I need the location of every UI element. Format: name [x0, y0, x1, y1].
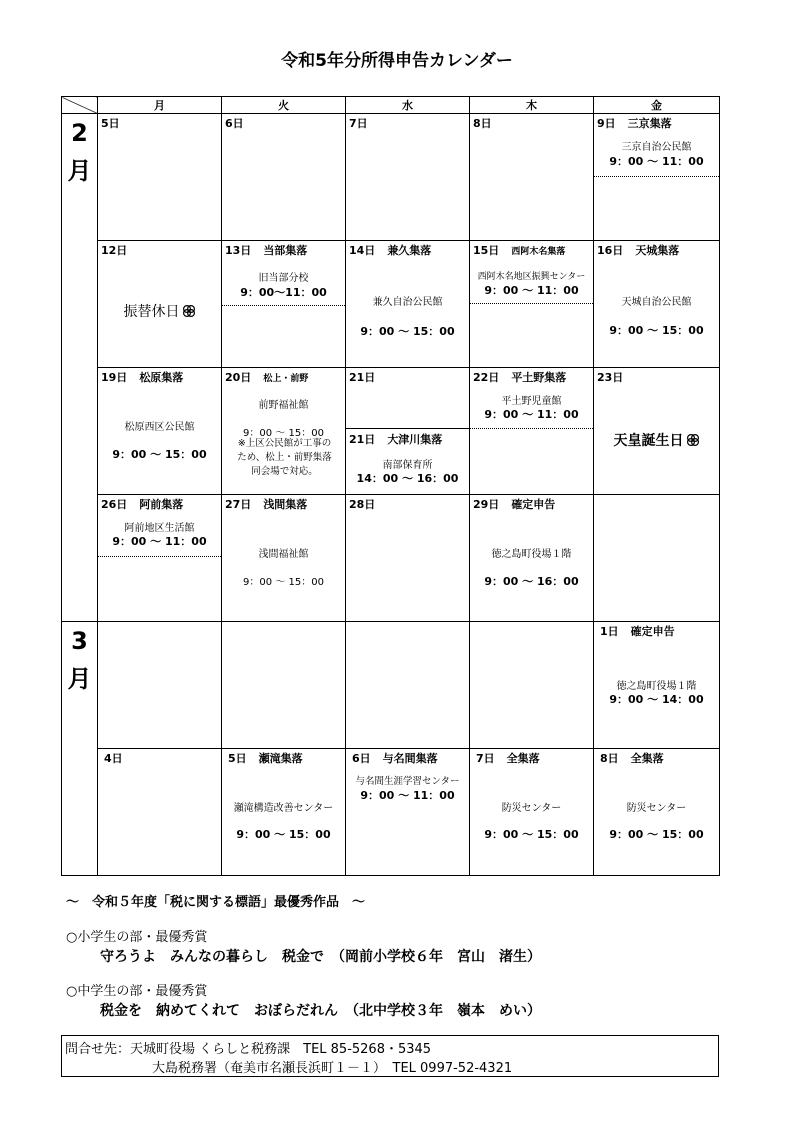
day-date: 5日 [101, 117, 120, 130]
venue-name: 徳之島町役場１階 [616, 681, 697, 692]
session-time: 9：00 ～ 15：00 [609, 828, 704, 841]
junior-award-label: ○中学生の部・最優秀賞 [66, 984, 208, 999]
day-cell [470, 114, 594, 241]
day-cell [470, 241, 594, 368]
day-cell [98, 368, 222, 495]
venue-name: 与名間生涯学習センター [355, 776, 460, 787]
corner-cell [62, 97, 98, 114]
day-cell [98, 114, 222, 241]
day-date: 28日 [349, 498, 376, 511]
holiday-label: 振替休日 [98, 301, 221, 321]
village-name: 松上・前野 [263, 374, 309, 384]
day-cell [594, 749, 720, 876]
venue-name: 防災センター [626, 803, 687, 814]
weekday-tue: 火 [222, 97, 346, 114]
day-date: 4日 [104, 752, 123, 765]
day-cell-empty [470, 622, 594, 749]
month-kanji: 月 [67, 157, 92, 185]
day-date: 19日 [101, 371, 128, 384]
village-name: 当部集落 [263, 244, 308, 257]
slogan-heading: ～ 令和５年度「税に関する標語」最優秀作品 ～ [66, 895, 366, 910]
session-time: 9：00 ～ 15：00 [609, 324, 704, 337]
day-cell [470, 749, 594, 876]
cell-divider [346, 428, 469, 429]
day-cell-empty [346, 622, 470, 749]
month-number: 3 [71, 627, 88, 655]
venue-name: 西阿木名地区振興センター [477, 272, 586, 282]
venue-name: 旧当部分校 [258, 273, 309, 284]
day-date: 13日 [225, 244, 252, 257]
day-cell [98, 749, 222, 876]
session-time: 9：00 ～ 15：00 [243, 428, 324, 439]
village-name: 全集落 [506, 752, 540, 765]
session-time: 9：00 ～ 11：00 [484, 284, 579, 297]
day-cell [346, 114, 470, 241]
day-cell [98, 495, 222, 622]
holiday-label: 天皇誕生日 [594, 430, 719, 450]
venue-name: 瀬滝構造改善センター [233, 803, 334, 814]
day-cell-empty [222, 622, 346, 749]
weekday-mon: 月 [98, 97, 222, 114]
day-cell [222, 241, 346, 368]
junior-slogan: 税金を 納めてくれて おぼらだれん （北中学校３年 嶺本 めい） [100, 1003, 541, 1019]
village-name: 松原集落 [139, 371, 184, 384]
weekday-wed: 水 [346, 97, 470, 114]
dotted-divider [470, 428, 593, 429]
village-name: 大津川集落 [387, 433, 443, 446]
day-cell [98, 241, 222, 368]
day-date: 7日 [349, 117, 368, 130]
village-name: 瀬滝集落 [258, 752, 303, 765]
session-time: 9：00 ～ 11：00 [609, 155, 704, 168]
session-time: 9：00～11：00 [240, 286, 327, 299]
dotted-divider [222, 305, 345, 306]
session-time: 9：00 ～ 16：00 [484, 575, 579, 588]
day-date: 6日 [352, 752, 371, 765]
village-name: 兼久集落 [387, 244, 432, 257]
elementary-award-label: ○小学生の部・最優秀賞 [66, 930, 208, 945]
venue-name: 松原西区公民館 [124, 422, 195, 433]
venue-name: 徳之島町役場１階 [491, 549, 572, 560]
day-date: 8日 [600, 752, 619, 765]
day-cell [222, 368, 346, 495]
session-time: 9：00 ～ 15：00 [112, 448, 207, 461]
session-time: 14：00 ～ 16：00 [356, 472, 459, 485]
session-time: 9：00 ～ 11：00 [360, 789, 455, 802]
page-title: 令和5年分所得申告カレンダー [281, 51, 513, 71]
village-name: 阿前集落 [139, 498, 184, 511]
day-cell [222, 114, 346, 241]
day-cell [470, 495, 594, 622]
day-date: 1日 [600, 625, 619, 638]
village-name: 浅間集落 [263, 498, 308, 511]
day-cell [594, 241, 720, 368]
day-date: 5日 [228, 752, 247, 765]
month-label-feb [62, 114, 98, 622]
contact-line-town: 問合せ先：天城町役場 くらしと税務課 TEL 85-5268・5345 [65, 1042, 432, 1057]
weekday-header-row [62, 97, 720, 114]
day-date: 8日 [473, 117, 492, 130]
venue-name: 前野福祉館 [258, 400, 309, 411]
day-cell [346, 368, 470, 495]
day-cell [346, 495, 470, 622]
venue-name: 天城自治公民館 [621, 297, 692, 308]
venue-name: 南部保育所 [382, 460, 433, 471]
day-cell [470, 368, 594, 495]
contact-box [61, 1035, 719, 1077]
weekday-thu: 木 [470, 97, 594, 114]
day-cell [594, 368, 720, 495]
session-time: 9：00 ～ 15：00 [236, 828, 331, 841]
venue-name: 兼久自治公民館 [372, 297, 443, 308]
day-date: 29日 [473, 498, 500, 511]
day-date: 9日 [597, 117, 616, 130]
session-time: 9：00 ～ 11：00 [484, 408, 579, 421]
day-date: 22日 [473, 371, 500, 384]
day-date: 15日 [473, 244, 500, 257]
day-date: 21日 [349, 433, 376, 446]
day-date: 7日 [476, 752, 495, 765]
elementary-slogan: 守ろうよ みんなの暮らし 税金で （岡前小学校６年 宮山 渚生） [100, 949, 541, 965]
day-date: 26日 [101, 498, 128, 511]
village-name: 全集落 [630, 752, 664, 765]
session-time: 9：00 ～ 15：00 [243, 577, 324, 588]
village-name: 確定申告 [511, 498, 556, 511]
day-cell-empty [594, 495, 720, 622]
weekday-fri: 金 [594, 97, 720, 114]
venue-name: 阿前地区生活館 [124, 523, 195, 534]
village-name: 与名間集落 [382, 752, 438, 765]
calendar-table [61, 96, 720, 876]
village-name: 平土野集落 [511, 371, 567, 384]
dotted-divider [594, 176, 719, 177]
village-name: 三京集落 [627, 117, 672, 130]
day-date: 6日 [225, 117, 244, 130]
day-cell [594, 622, 720, 749]
dotted-divider [98, 556, 221, 557]
dotted-divider [470, 303, 593, 304]
venue-note: ※上区公民館が工事の ため、松上・前野集落 同会場で対応。 [237, 438, 332, 477]
day-cell [594, 114, 720, 241]
day-date: 21日 [349, 371, 376, 384]
contact-line-tax-office: 大島税務署（奄美市名瀬長浜町１－１） TEL 0997-52-4321 [152, 1061, 513, 1076]
day-date: 16日 [597, 244, 624, 257]
village-name: 確定申告 [630, 625, 675, 638]
month-label-mar [62, 622, 98, 876]
venue-name: 防災センター [501, 803, 562, 814]
month-number: 2 [71, 119, 88, 147]
day-cell [222, 749, 346, 876]
day-date: 23日 [597, 371, 624, 384]
session-time: 9：00 ～ 14：00 [609, 693, 704, 706]
day-date: 20日 [225, 371, 252, 384]
day-cell [222, 495, 346, 622]
session-time: 9：00 ～ 15：00 [484, 828, 579, 841]
month-kanji: 月 [67, 665, 92, 693]
session-time: 9：00 ～ 11：00 [112, 535, 207, 548]
day-cell [346, 241, 470, 368]
day-date: 12日 [101, 244, 128, 257]
venue-name: 三京自治公民館 [621, 142, 692, 153]
day-date: 27日 [225, 498, 252, 511]
village-name: 天城集落 [635, 244, 680, 257]
village-name: 西阿木名集落 [511, 247, 566, 257]
day-cell [346, 749, 470, 876]
venue-name: 浅間福祉館 [258, 549, 309, 560]
day-date: 14日 [349, 244, 376, 257]
japanese-flag-mark-icon [686, 433, 700, 447]
session-time: 9：00 ～ 15：00 [360, 325, 455, 338]
venue-name: 平土野児童館 [501, 396, 562, 407]
day-cell-empty [98, 622, 222, 749]
japanese-flag-mark-icon [182, 304, 196, 318]
